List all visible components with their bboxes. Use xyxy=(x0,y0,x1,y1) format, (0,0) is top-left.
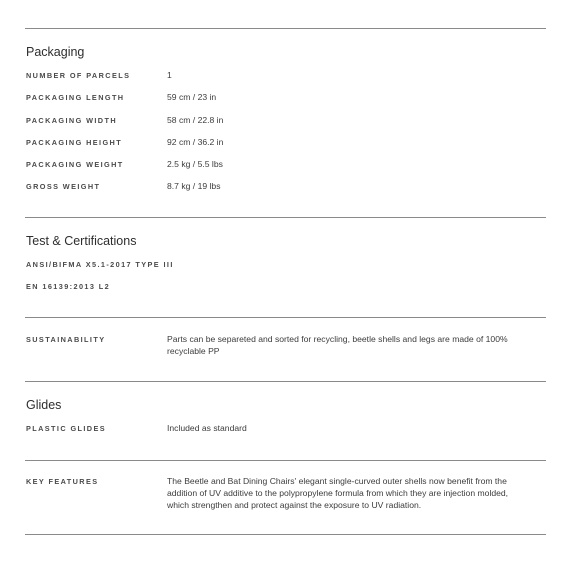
spec-value-weight: 2.5 kg / 5.5 lbs xyxy=(167,159,223,169)
spec-key-gross-weight: GROSS WEIGHT xyxy=(26,182,101,191)
key-features-line: The Beetle and Bat Dining Chairs' elegant single-curved outer shells now benefit from the xyxy=(167,476,507,486)
spec-value-length: 59 cm / 23 in xyxy=(167,92,217,102)
key-features-text xyxy=(167,475,547,511)
divider xyxy=(25,317,546,318)
key-features-line: which strengthen and protect against the exposure to UV radiation. xyxy=(167,500,422,510)
key-features-key: KEY FEATURES xyxy=(26,477,99,486)
certification-item: ANSI/BIFMA X5.1-2017 TYPE III xyxy=(26,260,174,269)
divider xyxy=(25,381,546,382)
sustainability-text xyxy=(167,333,547,357)
glides-key: PLASTIC GLIDES xyxy=(26,424,107,433)
sustainability-line: recyclable PP xyxy=(167,346,220,356)
spec-value-gross-weight: 8.7 kg / 19 lbs xyxy=(167,181,221,191)
spec-key-height: PACKAGING HEIGHT xyxy=(26,138,123,147)
divider xyxy=(25,217,546,218)
divider xyxy=(25,460,546,461)
glides-value: Included as standard xyxy=(167,423,247,433)
spec-key-width: PACKAGING WIDTH xyxy=(26,116,117,125)
spec-key-weight: PACKAGING WEIGHT xyxy=(26,160,124,169)
divider-top xyxy=(25,28,546,29)
spec-value-height: 92 cm / 36.2 in xyxy=(167,137,224,147)
packaging-title: Packaging xyxy=(26,45,85,59)
sustainability-key: SUSTAINABILITY xyxy=(26,335,106,344)
glides-title: Glides xyxy=(26,398,62,412)
certification-item: EN 16139:2013 L2 xyxy=(26,282,111,291)
spec-key-parcels: NUMBER OF PARCELS xyxy=(26,71,131,80)
spec-value-parcels: 1 xyxy=(167,70,172,80)
spec-key-length: PACKAGING LENGTH xyxy=(26,93,125,102)
certifications-title: Test & Certifications xyxy=(26,234,137,248)
sustainability-line: Parts can be separeted and sorted for recycling, beetle shells and legs are made of 100% xyxy=(167,334,508,344)
spec-value-width: 58 cm / 22.8 in xyxy=(167,115,224,125)
key-features-line: addition of UV additive to the polypropylene formula from which they are injection molded, xyxy=(167,488,509,498)
divider-bottom xyxy=(25,534,546,535)
